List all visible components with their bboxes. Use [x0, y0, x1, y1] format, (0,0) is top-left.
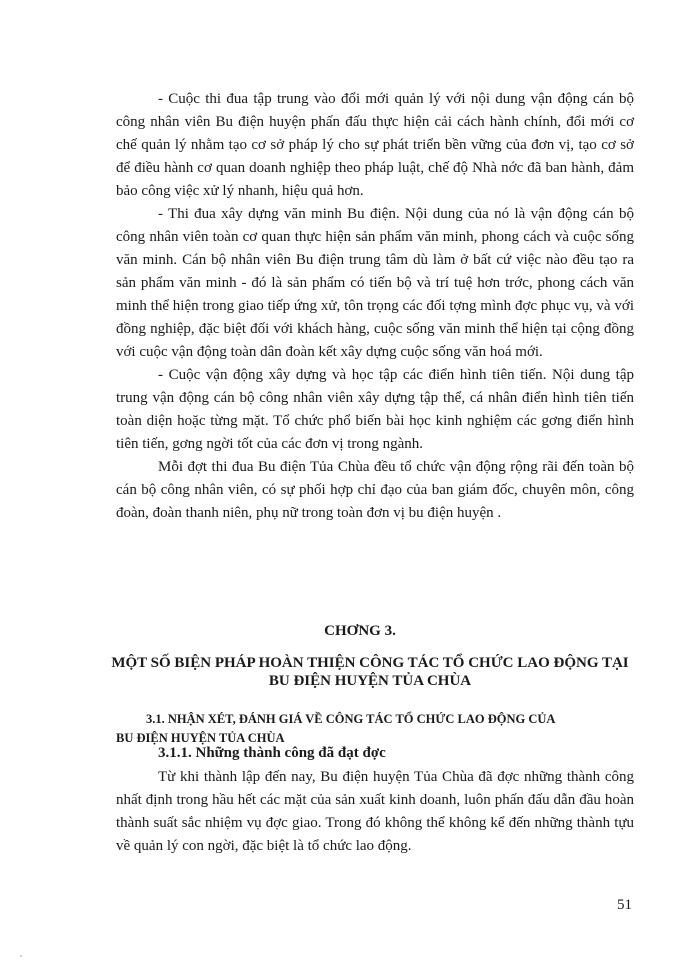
chapter-label: CHƠNG 3. — [324, 623, 396, 639]
paragraph: - Cuộc thi đua tập trung vào đổi mới quản lý với nội dung vận động cán bộ công nhân viên Bu điện huyện phấn đấu thực hiện cải cách hành chính, đổi mới cơ chế quản lý nhằm tạo cơ sở pháp lý cho sự phát triển bền vững của đơn vị, tạo cơ sở để điều hành cơ quan doanh nghiệp theo pháp luật, chế độ Nhà nớc đã ban hành, đảm bảo công việc xử lý nhanh, hiệu quả hơn. — [116, 91, 634, 199]
section-heading-line: 3.1. NHẬN XÉT, ĐÁNH GIÁ VỀ CÔNG TÁC TỔ CHỨC LAO ĐỘNG CỦA — [146, 712, 556, 726]
chapter-title: MỘT SỐ BIỆN PHÁP HOÀN THIỆN CÔNG TÁC TỔ CHỨC LAO ĐỘNG TẠI BU ĐIỆN HUYỆN TỦA CHÙA — [111, 655, 629, 689]
paragraph: Mỗi đợt thi đua Bu điện Tủa Chùa đều tổ chức vận động rộng rãi đến toàn bộ cán bộ công nhân viên, có sự phối hợp chỉ đạo của ban giám đốc, chuyên môn, công đoàn, đoàn thanh niên, phụ nữ trong toàn đơn vị bu điện huyện . — [116, 459, 634, 521]
scan-artifact — [20, 955, 22, 957]
page-number: 51 — [617, 897, 632, 913]
section-heading-line: BU ĐIỆN HUYỆN TỦA CHÙA — [116, 731, 285, 745]
paragraph: - Thi đua xây dựng văn minh Bu điện. Nội dung của nó là vận động cán bộ công nhân viên toàn cơ quan thực hiện sản phẩm văn minh, phong cách và cuộc sống văn minh. Cán bộ nhân viên Bu điện trung tâm dù làm ở bất cứ việc nào đều tạo ra sản phẩm văn minh - đó là sản phẩm có tiến bộ và trí tuệ hơn trớc, phong cách văn minh thể hiện trong giao tiếp ứng xử, tôn trọng các đối tợng mình đợc phục vụ, và với đồng nghiệp, đặc biệt đối với khách hàng, cuộc sống văn minh thể hiện tại cộng đồng với cuộc vận động toàn dân đoàn kết xây dựng cuộc sống văn hoá mới. — [116, 206, 634, 360]
paragraph: Từ khi thành lập đến nay, Bu điện huyện Tủa Chùa đã đợc những thành công nhất định trong hầu hết các mặt của sản xuất kinh doanh, luôn phấn đấu dẫn đầu hoàn thành suất sắc nhiệm vụ đợc giao. Trong đó không thể không kể đến những thành tựu về quản lý con ngời, đặc biệt là tổ chức lao động. — [116, 769, 634, 854]
paragraph: - Cuộc vận động xây dựng và học tập các điển hình tiên tiến. Nội dung tập trung vận động cán bộ công nhân viên xây dựng tập thể, cá nhân điển hình tiên tiến toàn diện hoặc từng mặt. Tổ chức phổ biến bài học kinh nghiệm các gơng điển hình tiên tiến, gơng ngời tốt của các đơn vị trong ngành. — [116, 367, 634, 452]
subsection-heading: 3.1.1. Những thành công đã đạt đợc — [158, 745, 386, 761]
body-text-top — [116, 88, 634, 525]
body-text-bottom — [116, 766, 634, 858]
